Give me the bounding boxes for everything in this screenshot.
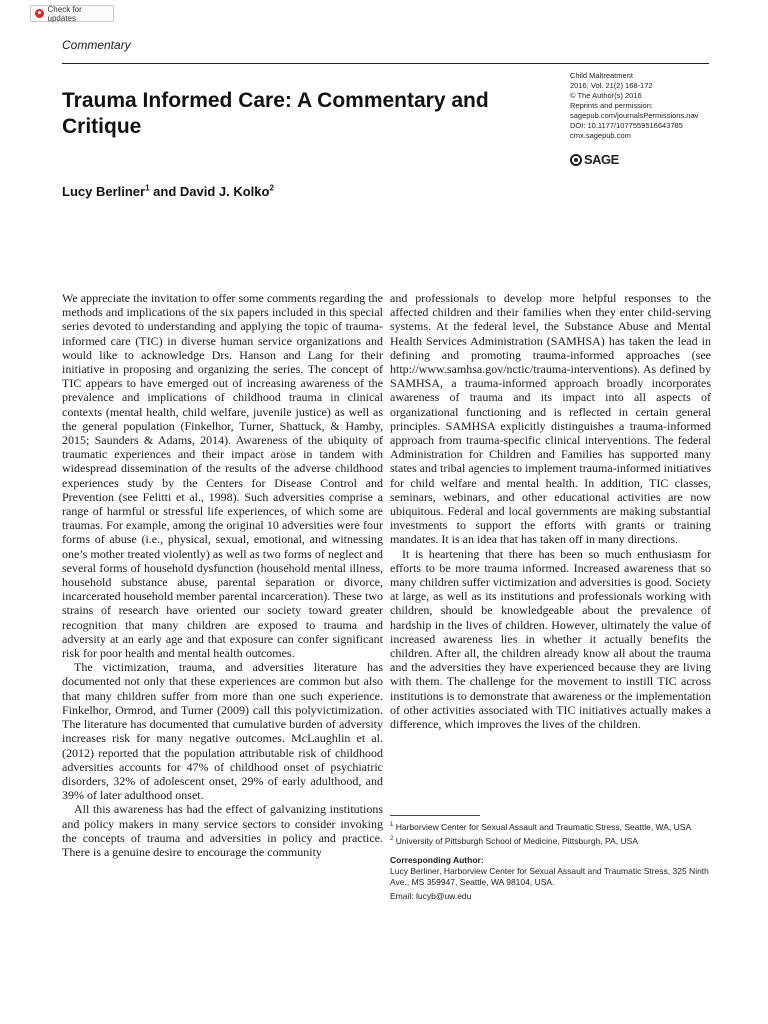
author-conjunction: and	[149, 184, 180, 199]
section-label: Commentary	[62, 38, 131, 52]
journal-info	[570, 71, 730, 141]
crossmark-icon	[35, 9, 44, 18]
check-for-updates-label: Check for updates	[47, 4, 82, 23]
journal-name: Child Maltreatment	[570, 71, 633, 80]
affiliation-text: Harborview Center for Sexual Assault and Traumatic Stress, Seattle, WA, USA	[395, 822, 692, 832]
affiliation-text: University of Pittsburgh School of Medicine, Pittsburgh, PA, USA	[395, 836, 638, 846]
header-rule	[62, 63, 709, 64]
affiliation-number: 1	[390, 822, 394, 829]
corresponding-author-address: Lucy Berliner, Harborview Center for Sexual Assault and Traumatic Stress, 325 Ninth Ave., MS 359947, Seattle, WA 98104, USA.	[390, 866, 709, 887]
publisher-name: SAGE	[584, 152, 619, 167]
doi-line[interactable]: DOI: 10.1177/1077559516643785	[570, 121, 683, 130]
journal-citation: 2016, Vol. 21(2) 168-172	[570, 81, 653, 90]
corresponding-author-email[interactable]: Email: lucyb@uw.edu	[390, 891, 472, 901]
reprints-line: Reprints and permission:	[570, 101, 653, 110]
journal-site-link[interactable]: cmx.sagepub.com	[570, 131, 631, 140]
permissions-link[interactable]: sagepub.com/journalsPermissions.nav	[570, 111, 699, 120]
affiliation-marker: 2	[269, 183, 274, 193]
body-paragraph: All this awareness has had the effect of galvanizing institutions and policy makers in many service sectors to consider invoking the concepts of trauma and adversities in policy and practice. There is a genuine desire to encourage the community	[62, 802, 383, 859]
check-for-updates-badge[interactable]	[30, 5, 114, 22]
footnote-rule	[390, 815, 480, 816]
author-name: David J. Kolko	[179, 184, 270, 199]
corresponding-author-heading: Corresponding Author:	[390, 855, 484, 865]
affiliation-2	[390, 836, 711, 847]
sage-logo	[570, 152, 619, 167]
sage-logo-icon	[570, 154, 582, 166]
body-column-right	[390, 291, 711, 731]
body-paragraph: It is heartening that there has been so much enthusiasm for efforts to be more trauma informed. Increased awareness that so many children suffer victimization and adversities is good. Society at large, as well as its institutions and professionals working with children, should be knowledgeable about the prevalence of hardship in the lives of children. However, ultimately the value of increased awareness lies in whether it actually benefits the children. After all, the children already know all about the trauma and the adversities they have experienced because they are living with them. The challenge for the movement to instill TIC across institutions is to demonstrate that awareness or the implementation of other activities associated with TIC initiatives actually makes a difference, which improves the lives of the children.	[390, 546, 711, 732]
affiliation-1	[390, 822, 711, 833]
affiliation-number: 2	[390, 836, 394, 843]
author-name: Lucy Berliner	[62, 184, 146, 199]
body-column-left	[62, 291, 383, 859]
body-paragraph: and professionals to develop more helpful responses to the affected children and their families when they enter child-serving systems. At the federal level, the Substance Abuse and Mental Health Services Administration (SAMHSA) has taken the lead in defining and promoting trauma-informed approaches (see http://www.samhsa.gov/nctic/trauma-interventions). As defined by SAMHSA, a trauma-informed approach broadly incorporates awareness of trauma and its impact into all aspects of organizational functioning and is reflected in certain general principles. SAMHSA explicitly distinguishes a trauma-informed approach from trauma-specific clinical interventions. The federal Administration for Children and Families has supported many states and tribal agencies to implement trauma-informed initiatives for child welfare and mental health. In addition, TIC classes, seminars, webinars, and other educational activities are now ubiquitous. Federal and local governments are making substantial investments to support the efforts with grants or training mandates. It is an idea that has taken off in many directions.	[390, 291, 711, 547]
body-paragraph: We appreciate the invitation to offer some comments regarding the methods and implications of the six papers included in this special series devoted to understanding and applying the topic of trauma-informed care (TIC) in diverse human service organizations and would like to acknowledge Drs. Hanson and Lang for their initiative in proposing and organizing the series. The concept of TIC appears to have emerged out of increasing awareness of the prevalence and implications of childhood trauma in clinical contexts (mental health, child welfare, juvenile justice) as well as the general population (Finkelhor, Turner, Shattuck, & Hamby, 2015; Saunders & Adams, 2014). Awareness of the ubiquity of traumatic experiences and their impact arose in tandem with widespread dissemination of the results of the adverse childhood experiences study by the Centers for Disease Control and Prevention (see Felitti et al., 1998). Such adversities comprise a range of harmful or stressful life experiences, of which some are traumas. For example, among the original 10 adversities were four forms of abuse (i.e., physical, sexual, emotional, and witnessing one’s mother treated violently) as well as two forms of neglect and several forms of household dysfunction (household mental illness, household substance abuse, parental separation or divorce, incarcerated household member parental incarceration). These two strains of research have oriented our society toward greater recognition that many children are exposed to trauma and adversity at an early age and that exposure can confer significant risk for poor health and mental health outcomes.	[62, 291, 383, 661]
affiliation-marker: 1	[145, 183, 150, 193]
footnotes	[390, 822, 711, 905]
article-title: Trauma Informed Care: A Commentary and Critique	[62, 89, 489, 138]
copyright-line: © The Author(s) 2016	[570, 91, 642, 100]
body-paragraph: The victimization, trauma, and adversities literature has documented not only that these experiences are common but also that many children suffer from more than one such experience. Finkelhor, Ormrod, and Turner (2009) call this polyvictimization. The literature has documented that cumulative burden of adversity increases risk for many negative outcomes. McLaughlin et al. (2012) reported that the population attributable risk of childhood adversities accounts for 47% of childhood onset of psychiatric disorders, 32% of adolescent onset, 29% of early adulthood, and 39% of later adulthood onset.	[62, 660, 383, 803]
author-line	[62, 184, 274, 199]
